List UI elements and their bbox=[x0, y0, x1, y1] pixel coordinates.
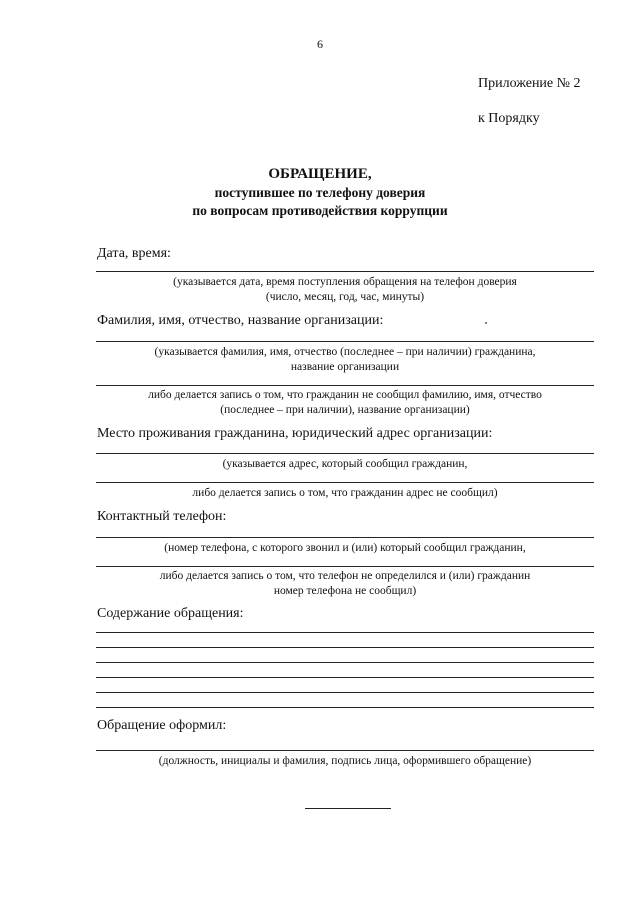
name-field-line-2 bbox=[96, 385, 594, 386]
document-subtitle-2: по вопросам противодействия коррупции bbox=[192, 203, 448, 218]
phone-label: Контактный телефон: bbox=[97, 509, 227, 524]
phone-field-line bbox=[96, 537, 594, 538]
address-field-line-2 bbox=[96, 482, 594, 483]
address-hint-1: (указывается адрес, который сообщил гражданин, bbox=[222, 458, 468, 470]
end-line bbox=[305, 808, 391, 809]
appendix-line-2: к Порядку bbox=[478, 111, 540, 126]
address-field-line bbox=[96, 453, 594, 454]
date-hint-2: (число, месяц, год, час, минуты) bbox=[265, 291, 425, 303]
document-subtitle-1: поступившее по телефону доверия bbox=[214, 185, 426, 200]
date-hint-1: (указывается дата, время поступления обращения на телефон доверия bbox=[173, 276, 517, 288]
phone-field-line-2 bbox=[96, 566, 594, 567]
phone-hint-1: (номер телефона, с которого звонил и (или) который сообщил гражданин, bbox=[164, 542, 526, 554]
name-hint-4: (последнее – при наличии), название организации) bbox=[220, 404, 470, 416]
name-hint-2: название организации bbox=[290, 361, 400, 373]
formed-by-label: Обращение оформил: bbox=[97, 718, 227, 733]
content-label: Содержание обращения: bbox=[97, 606, 244, 621]
name-hint-1: (указывается фамилия, имя, отчество (последнее – при наличии) гражданина, bbox=[154, 346, 536, 358]
address-label: Место проживания гражданина, юридический адрес организации: bbox=[97, 426, 493, 441]
content-line-1 bbox=[96, 632, 594, 633]
appendix-line-1: Приложение № 2 bbox=[478, 76, 581, 91]
page-number: 6 bbox=[317, 37, 323, 51]
document-title: ОБРАЩЕНИЕ, bbox=[268, 166, 372, 182]
formed-by-hint: (должность, инициалы и фамилия, подпись лица, оформившего обращение) bbox=[158, 755, 532, 767]
name-hint-3: либо делается запись о том, что гражданин не сообщил фамилию, имя, отчество bbox=[148, 389, 542, 401]
content-line-5 bbox=[96, 692, 594, 693]
name-field-line bbox=[96, 341, 594, 342]
date-label: Дата, время: bbox=[97, 246, 171, 261]
speck bbox=[485, 322, 487, 324]
name-label: Фамилия, имя, отчество, название организации: bbox=[97, 313, 384, 328]
phone-hint-3: номер телефона не сообщил) bbox=[273, 585, 417, 597]
address-hint-2: либо делается запись о том, что гражданин адрес не сообщил) bbox=[192, 487, 498, 499]
formed-by-line bbox=[96, 750, 594, 751]
date-field-line bbox=[96, 271, 594, 272]
content-line-4 bbox=[96, 677, 594, 678]
content-line-6 bbox=[96, 707, 594, 708]
phone-hint-2: либо делается запись о том, что телефон не определился и (или) гражданин bbox=[159, 570, 531, 582]
content-line-3 bbox=[96, 662, 594, 663]
content-line-2 bbox=[96, 647, 594, 648]
